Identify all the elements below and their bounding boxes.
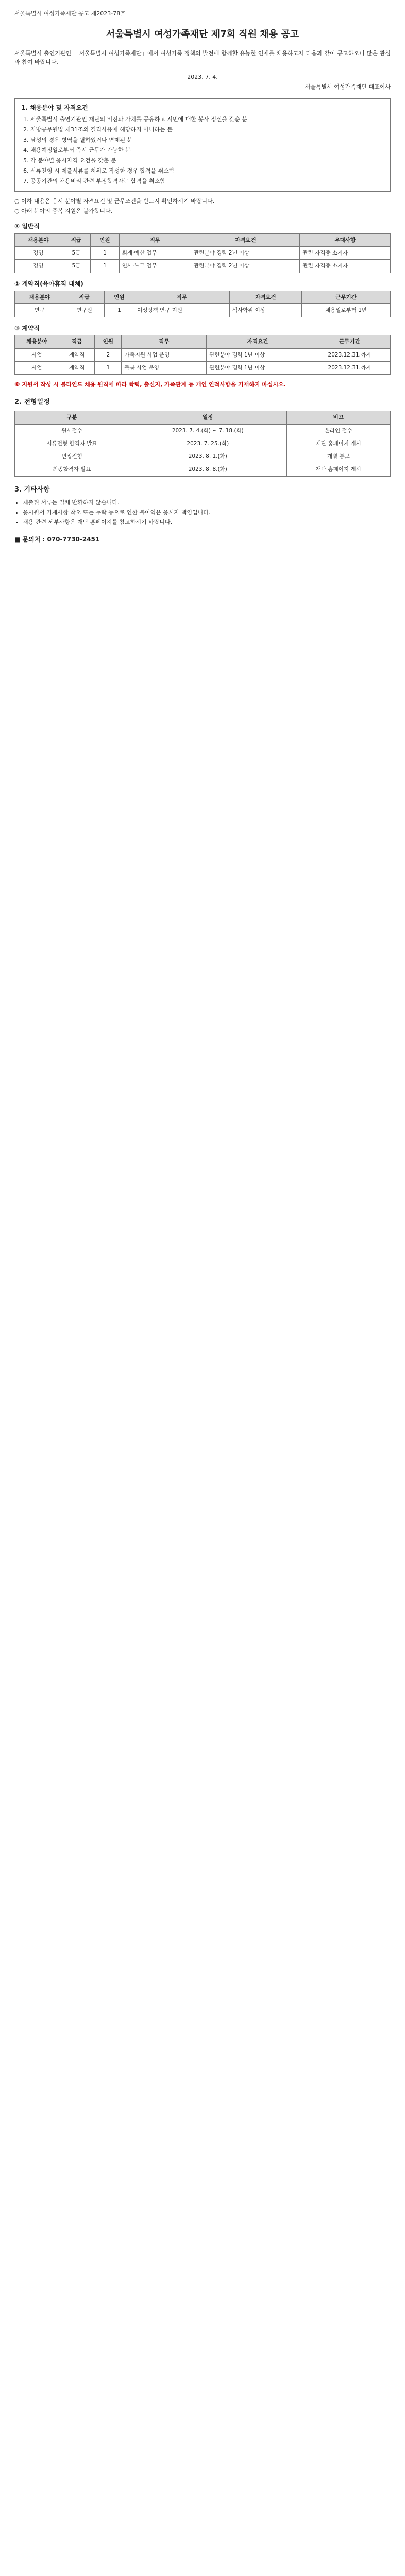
table-header: 직급 xyxy=(59,335,95,348)
blind-hiring-warning: ※ 지원서 작성 시 블라인드 채용 원칙에 따라 학력, 출신지, 가족관계 등 개인 인적사항을 기재하지 마십시오. xyxy=(14,381,286,388)
table-cell: 경영 xyxy=(15,260,62,273)
table-cell: 재단 홈페이지 게시 xyxy=(286,437,390,450)
table-cell: 1 xyxy=(91,247,120,260)
table-cell: 관련분야 경력 1년 이상 xyxy=(207,361,309,374)
table-header: 채용분야 xyxy=(15,335,59,348)
qualification-heading: 1. 채용분야 및 자격요건 xyxy=(21,104,88,112)
table-row xyxy=(15,361,391,374)
table-cell: 1 xyxy=(91,260,120,273)
table-cell: 5급 xyxy=(62,260,91,273)
table-cell: 면접전형 xyxy=(15,450,129,463)
table-cell: 회계·예산 업무 xyxy=(119,247,191,260)
table-row xyxy=(15,260,391,273)
table-cell: 관련 자격증 소지자 xyxy=(300,260,391,273)
table-row xyxy=(15,424,391,437)
table-cell: 연구 xyxy=(15,304,64,317)
note: ○ 이하 내용은 응시 분야별 자격요건 및 근무조건을 반드시 확인하시기 바랍니다. xyxy=(14,198,215,205)
table-cell: 최종합격자 발표 xyxy=(15,463,129,476)
table-header: 근무기간 xyxy=(302,291,391,304)
table-cell: 온라인 접수 xyxy=(286,424,390,437)
table-cell: 2023. 7. 4.(화) ~ 7. 18.(화) xyxy=(129,424,287,437)
table-header: 자격요건 xyxy=(191,233,300,246)
table-cell: 2023. 8. 8.(화) xyxy=(129,463,287,476)
table-cell: 계약직 xyxy=(59,361,95,374)
table-header: 채용분야 xyxy=(15,291,64,304)
table-cell: 여성정책 연구 지원 xyxy=(134,304,230,317)
table-row xyxy=(15,348,391,361)
table-cell: 1 xyxy=(104,304,134,317)
table-cell: 가족지원 사업 운영 xyxy=(122,348,207,361)
issuer: 서울특별시 여성가족재단 대표이사 xyxy=(305,83,391,91)
table-header: 직급 xyxy=(62,233,91,246)
table-cell: 계약직 xyxy=(59,348,95,361)
table-cell: 사업 xyxy=(15,361,59,374)
qualification-list xyxy=(21,115,384,185)
list-item: 2. 지방공무원법 제31조의 결격사유에 해당하지 아니하는 분 xyxy=(30,125,384,134)
list-item: • 제출된 서류는 일체 반환하지 않습니다. xyxy=(23,498,391,507)
table-cell: 관련분야 경력 2년 이상 xyxy=(191,260,300,273)
announcement-page xyxy=(0,0,405,553)
list-item: 4. 채용예정일로부터 즉시 근무가 가능한 분 xyxy=(30,146,384,155)
table-header: 비고 xyxy=(286,411,390,424)
section-general-heading: ① 일반직 xyxy=(14,223,40,230)
table-cell: 2023.12.31.까지 xyxy=(309,348,390,361)
note: ○ 아래 분야의 중복 지원은 불가합니다. xyxy=(14,208,112,215)
table-cell: 관련 자격증 소지자 xyxy=(300,247,391,260)
contract-table xyxy=(14,291,391,317)
table-header: 채용분야 xyxy=(15,233,62,246)
table-cell: 원서접수 xyxy=(15,424,129,437)
contract2-table xyxy=(14,335,391,375)
table-cell: 개별 통보 xyxy=(286,450,390,463)
table-cell: 인사·노무 업무 xyxy=(119,260,191,273)
table-row xyxy=(15,463,391,476)
table-cell: 2 xyxy=(95,348,122,361)
table-cell: 2023.12.31.까지 xyxy=(309,361,390,374)
table-row xyxy=(15,304,391,317)
list-item: 7. 공공기관의 채용비리 관련 부정합격자는 합격을 취소함 xyxy=(30,177,384,185)
table-cell: 사업 xyxy=(15,348,59,361)
table-header: 인원 xyxy=(95,335,122,348)
table-cell: 연구원 xyxy=(64,304,104,317)
table-cell: 서류전형 합격자 발표 xyxy=(15,437,129,450)
table-header: 인원 xyxy=(91,233,120,246)
announcement-number: 서울특별시 여성가족재단 공고 제2023-78호 xyxy=(14,10,126,17)
table-row xyxy=(15,450,391,463)
etc-list xyxy=(14,498,391,527)
list-item: • 채용 관련 세부사항은 재단 홈페이지를 참고하시기 바랍니다. xyxy=(23,518,391,527)
table-cell: 2023. 7. 25.(화) xyxy=(129,437,287,450)
table-cell: 2023. 8. 1.(화) xyxy=(129,450,287,463)
table-header: 직무 xyxy=(122,335,207,348)
notes xyxy=(14,197,391,215)
table-header: 구분 xyxy=(15,411,129,424)
table-cell: 1 xyxy=(95,361,122,374)
list-item: 5. 각 분야별 응시자격 요건을 갖춘 분 xyxy=(30,156,384,165)
table-header: 직무 xyxy=(119,233,191,246)
etc-heading: 3. 기타사항 xyxy=(14,485,50,494)
list-item: 3. 남성의 경우 병역을 필하였거나 면제된 분 xyxy=(30,135,384,144)
table-cell: 석사학위 이상 xyxy=(229,304,301,317)
section-contract2-heading: ③ 계약직 xyxy=(14,324,40,332)
contact-info: ■ 문의처 : 070-7730-2451 xyxy=(14,535,100,543)
table-header: 인원 xyxy=(104,291,134,304)
qualification-box xyxy=(14,98,391,192)
table-header: 직무 xyxy=(134,291,230,304)
schedule-heading: 2. 전형일정 xyxy=(14,398,50,406)
table-cell: 돌봄 사업 운영 xyxy=(122,361,207,374)
table-row xyxy=(15,437,391,450)
list-item: • 응시원서 기재사항 착오 또는 누락 등으로 인한 불이익은 응시자 책임입니다. xyxy=(23,508,391,517)
table-cell: 채용일로부터 1년 xyxy=(302,304,391,317)
table-cell: 5급 xyxy=(62,247,91,260)
list-item: 1. 서울특별시 출연기관인 재단의 비전과 가치를 공유하고 시민에 대한 봉사 정신을 갖춘 분 xyxy=(30,115,384,124)
table-header: 일정 xyxy=(129,411,287,424)
table-header: 자격요건 xyxy=(229,291,301,304)
table-header: 자격요건 xyxy=(207,335,309,348)
section-contract-heading: ② 계약직(육아휴직 대체) xyxy=(14,280,83,287)
table-header: 근무기간 xyxy=(309,335,390,348)
table-header: 우대사항 xyxy=(300,233,391,246)
table-cell: 관련분야 경력 1년 이상 xyxy=(207,348,309,361)
schedule-table xyxy=(14,411,391,476)
table-header: 직급 xyxy=(64,291,104,304)
table-row xyxy=(15,247,391,260)
table-cell: 관련분야 경력 2년 이상 xyxy=(191,247,300,260)
table-cell: 경영 xyxy=(15,247,62,260)
page-title: 서울특별시 여성가족재단 제7회 직원 채용 공고 xyxy=(106,29,299,40)
list-item: 6. 서류전형 시 제출서류를 허위로 작성한 경우 합격을 취소함 xyxy=(30,166,384,175)
table-cell: 재단 홈페이지 게시 xyxy=(286,463,390,476)
announcement-date: 2023. 7. 4. xyxy=(187,74,218,81)
intro-text: 서울특별시 출연기관인 「서울특별시 여성가족재단」에서 여성가족 정책의 발전에 함께할 유능한 인재를 채용하고자 다음과 같이 공고하오니 많은 관심과 참여 바랍니다. xyxy=(14,49,391,65)
general-table xyxy=(14,233,391,273)
